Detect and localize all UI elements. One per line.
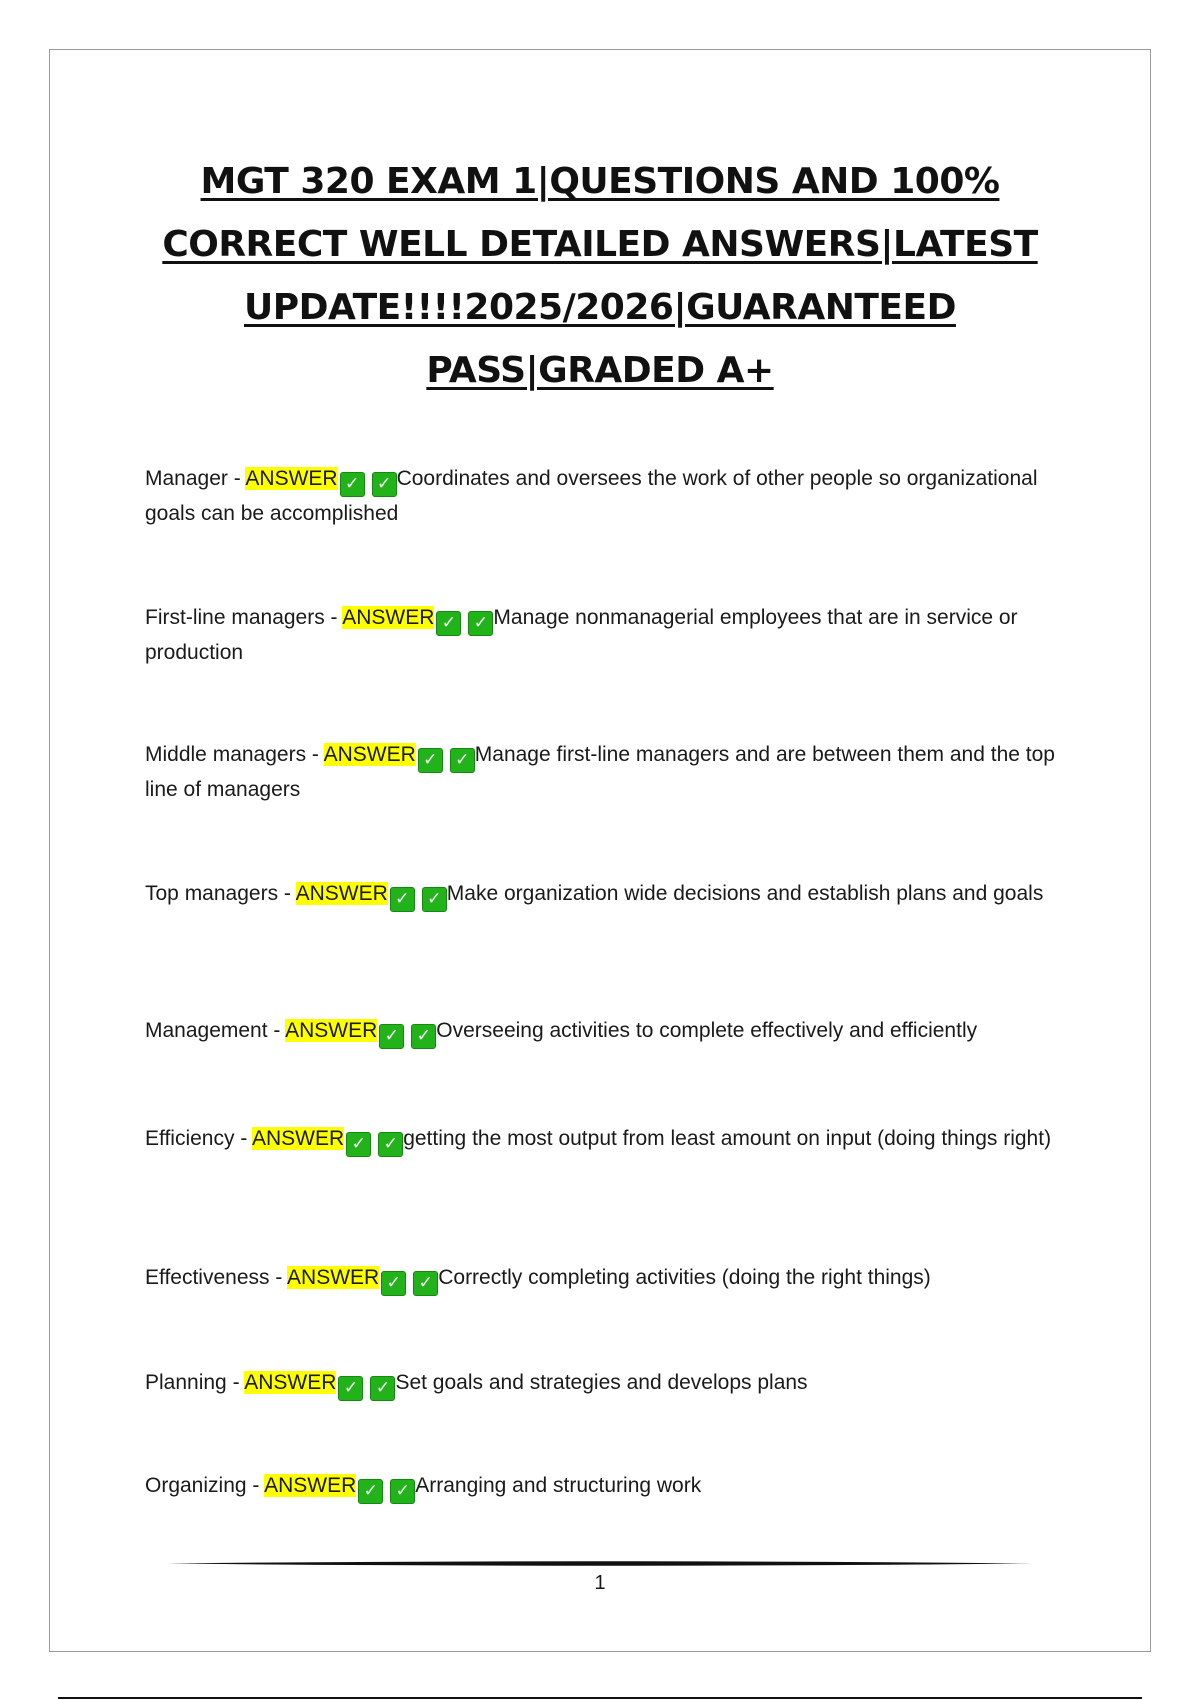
check-icon: ✓ [370, 1376, 395, 1401]
title-line: MGT 320 EXAM 1|QUESTIONS AND 100% [200, 161, 1000, 202]
answer-marker: ANSWER [264, 1474, 357, 1497]
check-icon: ✓ [390, 887, 415, 912]
check-icon: ✓ [379, 1024, 404, 1049]
definition-text: getting the most output from least amount on input (doing things right) [403, 1127, 1052, 1150]
check-icon: ✓ [372, 472, 397, 497]
qa-entry-management [145, 1014, 1070, 1049]
footer-divider [167, 1560, 1033, 1567]
term-label: Manager - [145, 467, 246, 490]
answer-marker: ANSWER [245, 467, 338, 490]
answer-marker: ANSWER [252, 1127, 345, 1150]
term-label: Efficiency - [145, 1127, 252, 1150]
qa-entry-planning [145, 1366, 1070, 1401]
definition-text: Manage nonmanagerial employees that are in service or production [145, 606, 1018, 664]
check-icon: ✓ [418, 748, 443, 773]
check-icon: ✓ [390, 1479, 415, 1504]
document-title [150, 150, 1050, 402]
qa-entry-effectiveness [145, 1261, 1070, 1296]
definition-text: Coordinates and oversees the work of other people so organizational goals can be accomplished [145, 467, 1038, 525]
definition-text: Make organization wide decisions and establish plans and goals [446, 882, 1044, 905]
check-icon: ✓ [381, 1271, 406, 1296]
definition-text: Manage first-line managers and are between them and the top line of managers [145, 743, 1055, 801]
qa-entry-manager [145, 462, 1070, 531]
term-label: Planning - [145, 1371, 245, 1394]
answer-marker: ANSWER [287, 1266, 380, 1289]
qa-entry-efficiency [145, 1122, 1070, 1157]
term-label: First-line managers - [145, 606, 343, 629]
check-icon: ✓ [358, 1479, 383, 1504]
check-icon: ✓ [413, 1271, 438, 1296]
check-icon: ✓ [378, 1132, 403, 1157]
answer-marker: ANSWER [285, 1019, 378, 1042]
check-icon: ✓ [468, 611, 493, 636]
term-label: Effectiveness - [145, 1266, 288, 1289]
check-icon: ✓ [411, 1024, 436, 1049]
title-line: PASS|GRADED A+ [426, 350, 774, 391]
qa-entry-middle-managers [145, 738, 1070, 807]
answer-marker: ANSWER [342, 606, 435, 629]
definition-text: Correctly completing activities (doing the right things) [438, 1266, 931, 1289]
term-label: Management - [145, 1019, 286, 1042]
term-label: Organizing - [145, 1474, 265, 1497]
qa-entry-first-line-managers [145, 601, 1070, 670]
term-label: Top managers - [145, 882, 296, 905]
title-line: UPDATE!!!!2025/2026|GUARANTEED [244, 287, 956, 328]
check-icon: ✓ [422, 887, 447, 912]
answer-marker: ANSWER [295, 882, 388, 905]
definition-text: Arranging and structuring work [415, 1474, 702, 1497]
bottom-edge-rule [58, 1697, 1142, 1699]
term-label: Middle managers - [145, 743, 324, 766]
check-icon: ✓ [346, 1132, 371, 1157]
definition-text: Overseeing activities to complete effectively and efficiently [436, 1019, 978, 1042]
check-icon: ✓ [340, 472, 365, 497]
page-number: 1 [594, 1572, 606, 1594]
definition-text: Set goals and strategies and develops plans [395, 1371, 808, 1394]
qa-entry-top-managers [145, 877, 1070, 912]
qa-entry-organizing [145, 1469, 1070, 1504]
check-icon: ✓ [338, 1376, 363, 1401]
title-line: CORRECT WELL DETAILED ANSWERS|LATEST [162, 224, 1038, 265]
check-icon: ✓ [450, 748, 475, 773]
answer-marker: ANSWER [323, 743, 416, 766]
answer-marker: ANSWER [244, 1371, 337, 1394]
check-icon: ✓ [436, 611, 461, 636]
